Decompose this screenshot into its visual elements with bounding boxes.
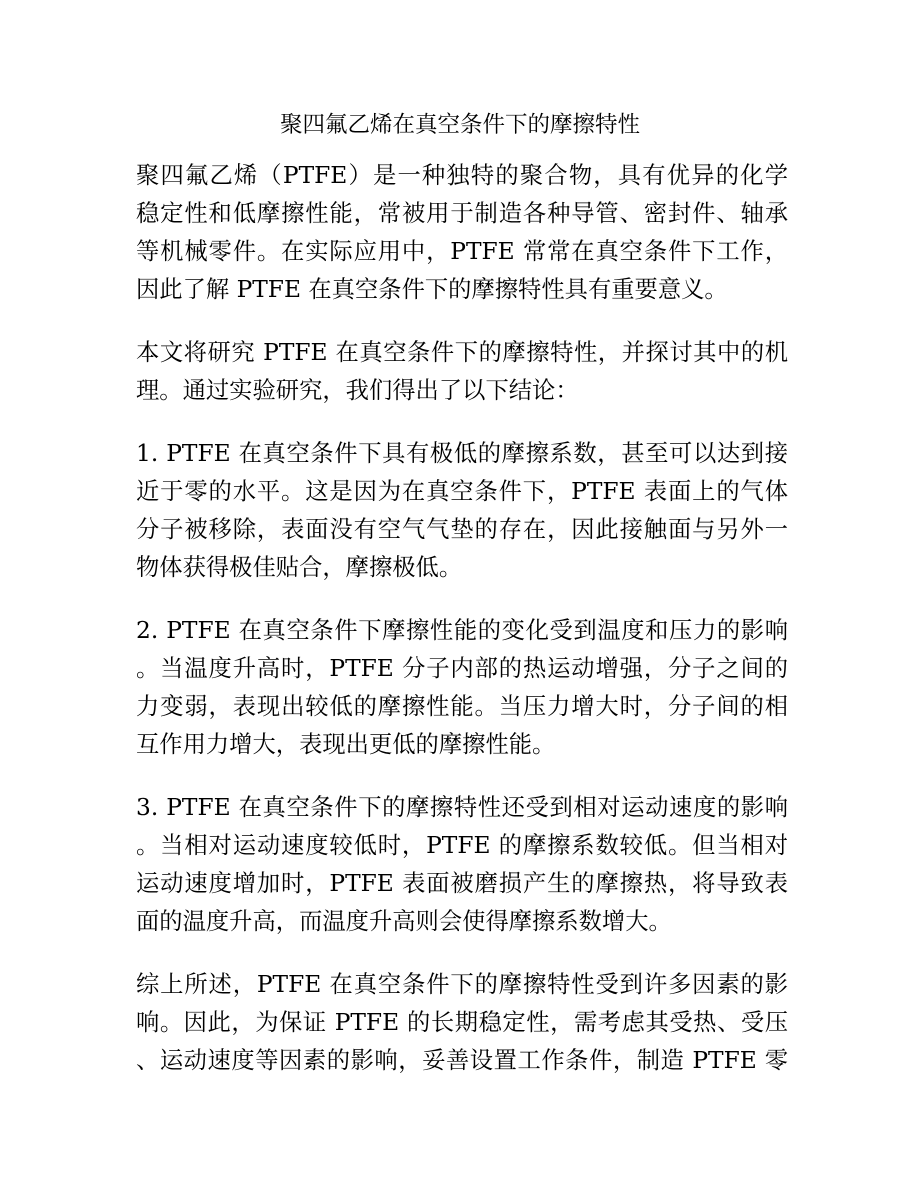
paragraph-purpose xyxy=(136,334,788,410)
text-line: 聚四氟乙烯（PTFE）是一种独特的聚合物，具有优异的化学 xyxy=(136,162,788,189)
text-line: 稳定性和低摩擦性能，常被用于制造各种导管、密封件、轴承 xyxy=(136,200,788,227)
text-line: 综上所述，PTFE 在真空条件下的摩擦特性受到许多因素的影 xyxy=(136,971,788,998)
text-line: 面的温度升高，而温度升高则会使得摩擦系数增大。 xyxy=(136,908,672,935)
text-line: 1. PTFE 在真空条件下具有极低的摩擦系数，甚至可以达到接 xyxy=(136,440,788,467)
paragraph-conclusion-3 xyxy=(136,789,788,941)
paragraph-conclusion-1 xyxy=(136,435,788,587)
text-line: 因此了解 PTFE 在真空条件下的摩擦特性具有重要意义。 xyxy=(136,276,728,303)
document-title: 聚四氟乙烯在真空条件下的摩擦特性 xyxy=(279,112,640,138)
text-line: 响。因此，为保证 PTFE 的长期稳定性，需考虑其受热、受压 xyxy=(136,1009,788,1036)
paragraph-conclusion-2 xyxy=(136,612,788,764)
text-line: 等机械零件。在实际应用中，PTFE 常常在真空条件下工作， xyxy=(136,238,788,265)
text-line: 。当温度升高时，PTFE 分子内部的热运动增强，分子之间的 xyxy=(136,655,788,682)
text-line: 3. PTFE 在真空条件下的摩擦特性还受到相对运动速度的影响 xyxy=(136,794,788,821)
text-line: 运动速度增加时，PTFE 表面被磨损产生的摩擦热，将导致表 xyxy=(136,870,788,897)
text-line: 近于零的水平。这是因为在真空条件下，PTFE 表面上的气体 xyxy=(136,478,788,505)
text-line: 本文将研究 PTFE 在真空条件下的摩擦特性，并探讨其中的机 xyxy=(136,339,788,366)
text-line: 分子被移除，表面没有空气气垫的存在，因此接触面与另外一 xyxy=(136,516,788,543)
text-line: 力变弱，表现出较低的摩擦性能。当压力增大时，分子间的相 xyxy=(136,693,788,720)
text-line: 2. PTFE 在真空条件下摩擦性能的变化受到温度和压力的影响 xyxy=(136,617,788,644)
text-line: 。当相对运动速度较低时，PTFE 的摩擦系数较低。但当相对 xyxy=(136,832,788,859)
text-line: 理。通过实验研究，我们得出了以下结论： xyxy=(136,377,579,404)
paragraph-intro xyxy=(136,157,788,309)
paragraph-summary xyxy=(136,966,788,1080)
text-line: 、运动速度等因素的影响，妥善设置工作条件，制造 PTFE 零 xyxy=(136,1047,788,1074)
text-line: 互作用力增大，表现出更低的摩擦性能。 xyxy=(136,731,556,758)
text-line: 物体获得极佳贴合，摩擦极低。 xyxy=(136,554,463,581)
